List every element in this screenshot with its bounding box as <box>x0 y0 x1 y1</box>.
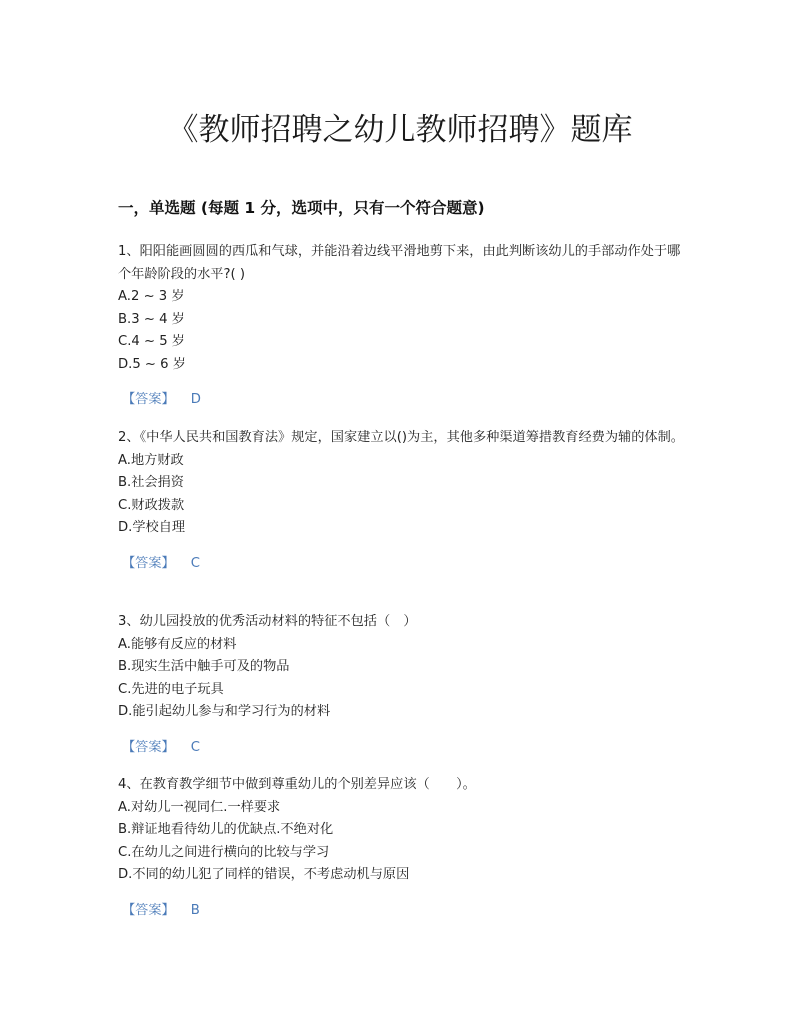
page-title: 《教师招聘之幼儿教师招聘》题库 <box>167 112 633 148</box>
answer-label: 【答案】 <box>122 392 175 407</box>
option-a: A.能够有反应的材料 <box>118 636 237 652</box>
option-c: C.先进的电子玩具 <box>118 681 224 697</box>
option-b: B.辩证地看待幼儿的优缺点.不绝对化 <box>118 822 334 837</box>
question-stem: 3、幼儿园投放的优秀活动材料的特征不包括（ ） <box>118 614 417 629</box>
answer-value: D <box>190 392 201 407</box>
option-d: D.不同的幼儿犯了同样的错误，不考虑动机与原因 <box>118 867 410 882</box>
question-4 <box>118 774 688 922</box>
answer-line <box>118 553 688 575</box>
option-d: D.学校自理 <box>118 520 186 535</box>
option-c: C.在幼儿之间进行横向的比较与学习 <box>118 844 330 860</box>
option-a: A.2 ~ 3 岁 <box>118 289 185 304</box>
option-c: C.4 ~ 5 岁 <box>118 334 185 349</box>
question-stem: 4、在教育教学细节中做到尊重幼儿的个别差异应该（ ）。 <box>118 777 476 792</box>
answer-label: 【答案】 <box>122 902 175 918</box>
question-stem: 1、阳阳能画圆圆的西瓜和气球，并能沿着边线平滑地剪下来，由此判断该幼儿的手部动作处于哪个年龄阶段的水平?( ) <box>118 244 681 282</box>
answer-value: B <box>190 902 200 918</box>
option-b: B.3 ~ 4 岁 <box>118 311 185 327</box>
answer-value: C <box>190 739 200 755</box>
answer-line <box>118 900 688 922</box>
question-stem: 2、《中华人民共和国教育法》规定，国家建立以()为主，其他多种渠道筹措教育经费为辅的体制。 <box>118 430 684 445</box>
option-c: C.财政拨款 <box>118 497 185 513</box>
answer-value: C <box>190 555 200 571</box>
answer-line <box>118 737 688 759</box>
answer-label: 【答案】 <box>122 555 175 571</box>
section-heading: 一，单选题 (每题 1 分，选项中，只有一个符合题意) <box>118 199 485 217</box>
option-d: D.能引起幼儿参与和学习行为的材料 <box>118 704 331 719</box>
answer-line <box>118 389 688 411</box>
option-d: D.5 ~ 6 岁 <box>118 356 186 372</box>
question-3 <box>118 611 688 759</box>
answer-label: 【答案】 <box>122 739 175 755</box>
option-b: B.现实生活中触手可及的物品 <box>118 659 290 674</box>
option-a: A.地方财政 <box>118 452 184 468</box>
option-a: A.对幼儿一视同仁.一样要求 <box>118 799 281 815</box>
option-b: B.社会捐资 <box>118 475 184 490</box>
question-2 <box>118 427 688 575</box>
question-1 <box>118 241 688 411</box>
